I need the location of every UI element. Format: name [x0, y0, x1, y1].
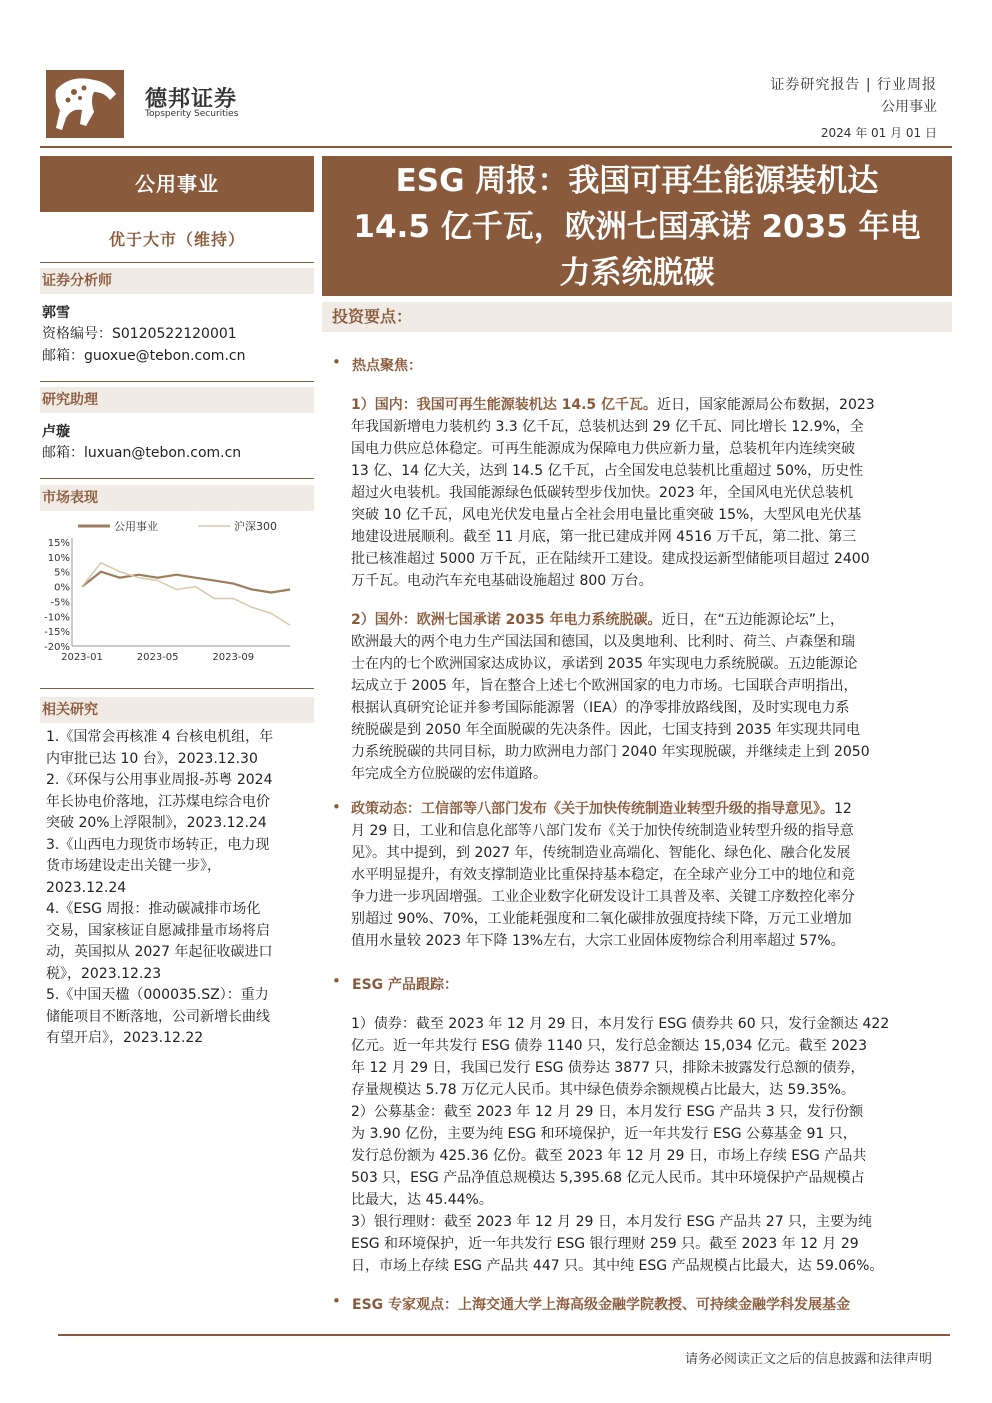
title-line: 力系统脱碳 — [559, 255, 715, 291]
assistant-section-head: 研究助理 — [40, 387, 314, 413]
brand-name-cn: 德邦证券 — [145, 87, 238, 112]
related-item[interactable] — [46, 727, 312, 770]
text-line: 别超过 90%、70%，工业能耗强度和二氧化碳排放强度持续下降，万元工业增加 — [351, 911, 852, 927]
text-line: 地建设进展顺利。截至 11 月底，第一批已建成并网 4516 万千瓦，第二批、第三 — [351, 529, 857, 545]
related-item-line: 突破 20%上浮限制》，2023.12.24 — [46, 815, 267, 831]
related-item[interactable] — [46, 899, 312, 985]
related-item[interactable] — [46, 985, 312, 1050]
text-line: 突破 10 亿千瓦，风电光伏发电量占全社会用电量比重突破 15%，大型风电光伏基 — [351, 507, 862, 523]
legend-label: 公用事业 — [114, 520, 158, 533]
text-line: 2）公募基金：截至 2023 年 12 月 29 日，本月发行 ESG 产品共 3 只，发行份额 — [351, 1104, 864, 1120]
policy-lead: 政策动态：工信部等八部门发布《关于加快传统制造业转型升级的指导意见》。 — [351, 801, 834, 817]
text-line: 12 — [834, 801, 852, 817]
series-line — [82, 563, 290, 625]
bullet-icon: • — [332, 353, 341, 371]
related-item-line: 2.《环保与公用事业周报-苏粤 2024 — [46, 772, 273, 788]
rating: 优于大市（维持） — [108, 230, 245, 249]
brand-name-en: Topsperity Securities — [145, 109, 239, 119]
paragraph-domestic — [351, 394, 945, 592]
divider — [40, 688, 314, 689]
text-line: 万千瓦。电动汽车充电基础设施超过 800 万台。 — [351, 573, 653, 589]
x-tick-label: 2023-09 — [212, 652, 255, 663]
paragraph-overseas — [351, 609, 945, 785]
report-type: 证券研究报告 | 行业周报 — [770, 77, 937, 93]
text-line: 坛成立于 2005 年，旨在整合上述七个欧洲国家的电力市场。七国联合声明指出， — [351, 678, 858, 694]
sector-label: 公用事业 — [40, 156, 314, 212]
related-item-line: 交易，国家核证自愿减排量市场将启 — [46, 922, 270, 939]
analyst-name: 郭雪 — [42, 305, 70, 321]
divider — [40, 262, 314, 263]
title-line: ESG 周报：我国可再生能源装机达 — [395, 163, 879, 199]
related-item-line: 年长协电价落地，江苏煤电综合电价 — [46, 793, 270, 810]
related-item[interactable] — [46, 770, 312, 835]
related-section-head: 相关研究 — [40, 697, 314, 723]
assistant-email[interactable]: 邮箱：luxuan@tebon.com.cn — [42, 445, 242, 461]
related-item-line: 3.《山西电力现货市场转正，电力现 — [46, 836, 270, 853]
y-tick-label: -10% — [44, 612, 70, 624]
related-item[interactable] — [46, 835, 312, 900]
paragraph-esg-products — [351, 1013, 945, 1277]
y-tick-label: 15% — [47, 538, 70, 549]
y-tick-label: 0% — [54, 582, 70, 594]
text-line: 根据认真研究论证并参考国际能源署（IEA）的净零排放路线图，及时实现电力系 — [351, 700, 850, 716]
text-line: 年 12 月 29 日，我国已发行 ESG 债券达 3877 只，排除未披露发行总额的债券， — [351, 1060, 865, 1076]
related-item-line: 动，英国拟从 2027 年起征收碳进口 — [46, 944, 273, 960]
text-line: 月 29 日，工业和信息化部等八部门发布《关于加快传统制造业转型升级的指导意 — [351, 823, 854, 839]
title-line: 14.5 亿千瓦，欧洲七国承诺 2035 年电 — [353, 209, 921, 245]
text-line: 年完成全方位脱碳的宏伟道路。 — [351, 766, 547, 782]
series-line — [82, 572, 290, 593]
disclaimer[interactable]: 请务必阅读正文之后的信息披露和法律声明 — [684, 1352, 932, 1367]
text-line: 争力进一步巩固增强。工业企业数字化研发设计工具普及率、关键工序数控化率分 — [351, 889, 855, 905]
text-line: 超过火电装机。我国能源绿色低碳转型步伐加快。2023 年，全国风电光伏总装机 — [351, 485, 854, 501]
analyst-cert: 资格编号：S0120522120001 — [42, 326, 237, 342]
text-line: 发行总份额为 425.36 亿份。截至 2023 年 12 月 29 日，市场上存续 ESG 产品共 — [351, 1148, 867, 1164]
text-line: 13 亿、14 亿大关，达到 14.5 亿千瓦，占全国发电总装机比重超过 50%，历史性 — [351, 463, 864, 479]
analyst-email[interactable]: 邮箱：guoxue@tebon.com.cn — [42, 348, 246, 364]
text-line: 批已核准超过 5000 万千瓦，正在陆续开工建设。建成投运新型储能项目超过 2400 — [351, 551, 870, 567]
related-item-line: 储能项目不断落地，公司新增长曲线 — [46, 1008, 270, 1025]
related-item-line: 有望开启》，2023.12.22 — [46, 1030, 204, 1046]
report-title — [322, 156, 952, 296]
text-line: 亿元。近一年共发行 ESG 债券 1140 只，发行总金额达 15,034 亿元。截至 2023 — [351, 1038, 867, 1054]
y-tick-label: -20% — [44, 642, 70, 653]
esg-products-head: ESG 产品跟踪： — [352, 977, 459, 993]
legend-label: 沪深300 — [234, 520, 277, 533]
investment-highlights-head: 投资要点： — [322, 302, 952, 332]
related-item-line: 4.《ESG 周报：推动碳减排市场化 — [46, 901, 261, 917]
header-divider — [40, 146, 952, 148]
y-tick-label: 10% — [47, 552, 70, 564]
paragraph-policy — [351, 798, 945, 952]
y-tick-label: 5% — [54, 567, 70, 579]
text-line: 士在内的七个欧洲国家达成协议，承诺到 2035 年实现电力系统脱碳。五边能源论 — [351, 656, 858, 672]
text-line: 值用水量较 2023 年下降 13%左右，大宗工业固体废物综合利用率超过 57%。 — [351, 933, 845, 949]
market-section-head: 市场表现 — [40, 485, 314, 511]
text-line: 存量规模达 5.78 万亿元人民币。其中绿色债券余额规模占比最大，达 59.35%。 — [351, 1082, 855, 1098]
text-line: 1）债券：截至 2023 年 12 月 29 日，本月发行 ESG 债券共 60 只，发行金额达 422 — [351, 1016, 890, 1032]
related-item-line: 5.《中国天楹（000035.SZ）：重力 — [46, 987, 269, 1003]
divider — [40, 381, 314, 382]
text-line: 近日，在“五边能源论坛”上， — [661, 612, 844, 628]
text-line: 为 3.90 亿份，主要为纯 ESG 和环境保护，近一年共发行 ESG 公募基金 91 只， — [351, 1126, 857, 1142]
text-line: 欧洲最大的两个电力生产国法国和德国，以及奥地利、比利时、荷兰、卢森堡和瑞 — [351, 634, 855, 650]
leopard-logo-icon — [46, 70, 124, 138]
text-line: 年我国新增电力装机约 3.3 亿千瓦，总装机达到 29 亿千瓦、同比增长 12.9%，全 — [351, 419, 864, 435]
text-line: 水平明显提升，有效支撑制造业比重保持基本稳定，在全球产业分工中的地位和竞 — [351, 867, 855, 883]
header-industry: 公用事业 — [881, 99, 937, 115]
bullet-icon: • — [332, 798, 341, 816]
hot-topics-head: 热点聚焦： — [352, 358, 422, 374]
x-tick-label: 2023-01 — [61, 652, 103, 663]
market-performance-chart — [40, 514, 314, 664]
report-date: 2024 年 01 月 01 日 — [820, 126, 937, 140]
text-line: 近日，国家能源局公布数据，2023 — [657, 397, 875, 413]
related-research-list — [46, 727, 312, 1050]
text-line: 统脱碳是到 2050 年全面脱碳的先决条件。因此，七国支持到 2035 年实现共同电 — [351, 722, 861, 738]
y-tick-label: -15% — [44, 627, 70, 639]
text-line: 比最大，达 45.44%。 — [351, 1192, 493, 1208]
related-item-line: 内审批已达 10 台》，2023.12.30 — [46, 750, 258, 767]
divider — [40, 478, 314, 479]
company-logo — [46, 70, 124, 138]
domestic-lead: 1）国内：我国可再生能源装机达 14.5 亿千瓦。 — [351, 397, 658, 413]
footer-divider — [58, 1334, 950, 1336]
text-line: ESG 和环境保护，近一年共发行 ESG 银行理财 259 只。截至 2023 年 12 月 29 — [351, 1236, 859, 1252]
related-item-line: 货市场建设走出关键一步》， — [46, 858, 221, 874]
related-item-line: 税》，2023.12.23 — [46, 965, 162, 982]
text-line: 力系统脱碳的共同目标，助力欧洲电力部门 2040 年实现脱碳，并继续走上到 2050 — [351, 744, 870, 760]
text-line: 国电力供应总体稳定。可再生能源成为保障电力供应新力量，总装机年内连续突破 — [351, 441, 855, 457]
bullet-icon: • — [332, 972, 341, 990]
related-item-line: 2023.12.24 — [46, 879, 127, 896]
text-line: 日，市场上存续 ESG 产品共 447 只。其中纯 ESG 产品规模占比最大，达 59.06%。 — [351, 1258, 884, 1274]
assistant-name: 卢璇 — [42, 424, 70, 440]
text-line: 503 只，ESG 产品净值总规模达 5,395.68 亿元人民币。其中环境保护产品规模占 — [351, 1170, 865, 1186]
esg-expert-head: ESG 专家观点：上海交通大学上海高级金融学院教授、可持续金融学科发展基金 — [352, 1297, 851, 1313]
analyst-section-head: 证券分析师 — [40, 268, 314, 294]
overseas-lead: 2）国外：欧洲七国承诺 2035 年电力系统脱碳。 — [351, 612, 662, 628]
x-tick-label: 2023-05 — [136, 652, 179, 663]
bullet-icon: • — [332, 1292, 341, 1310]
text-line: 见》。其中提到，到 2027 年，传统制造业高端化、智能化、绿色化、融合化发展 — [351, 845, 851, 861]
y-tick-label: -5% — [50, 597, 70, 609]
related-item-line: 1.《国常会再核准 4 台核电机组，年 — [46, 729, 274, 745]
text-line: 3）银行理财：截至 2023 年 12 月 29 日，本月发行 ESG 产品共 27 只，主要为纯 — [351, 1214, 873, 1230]
